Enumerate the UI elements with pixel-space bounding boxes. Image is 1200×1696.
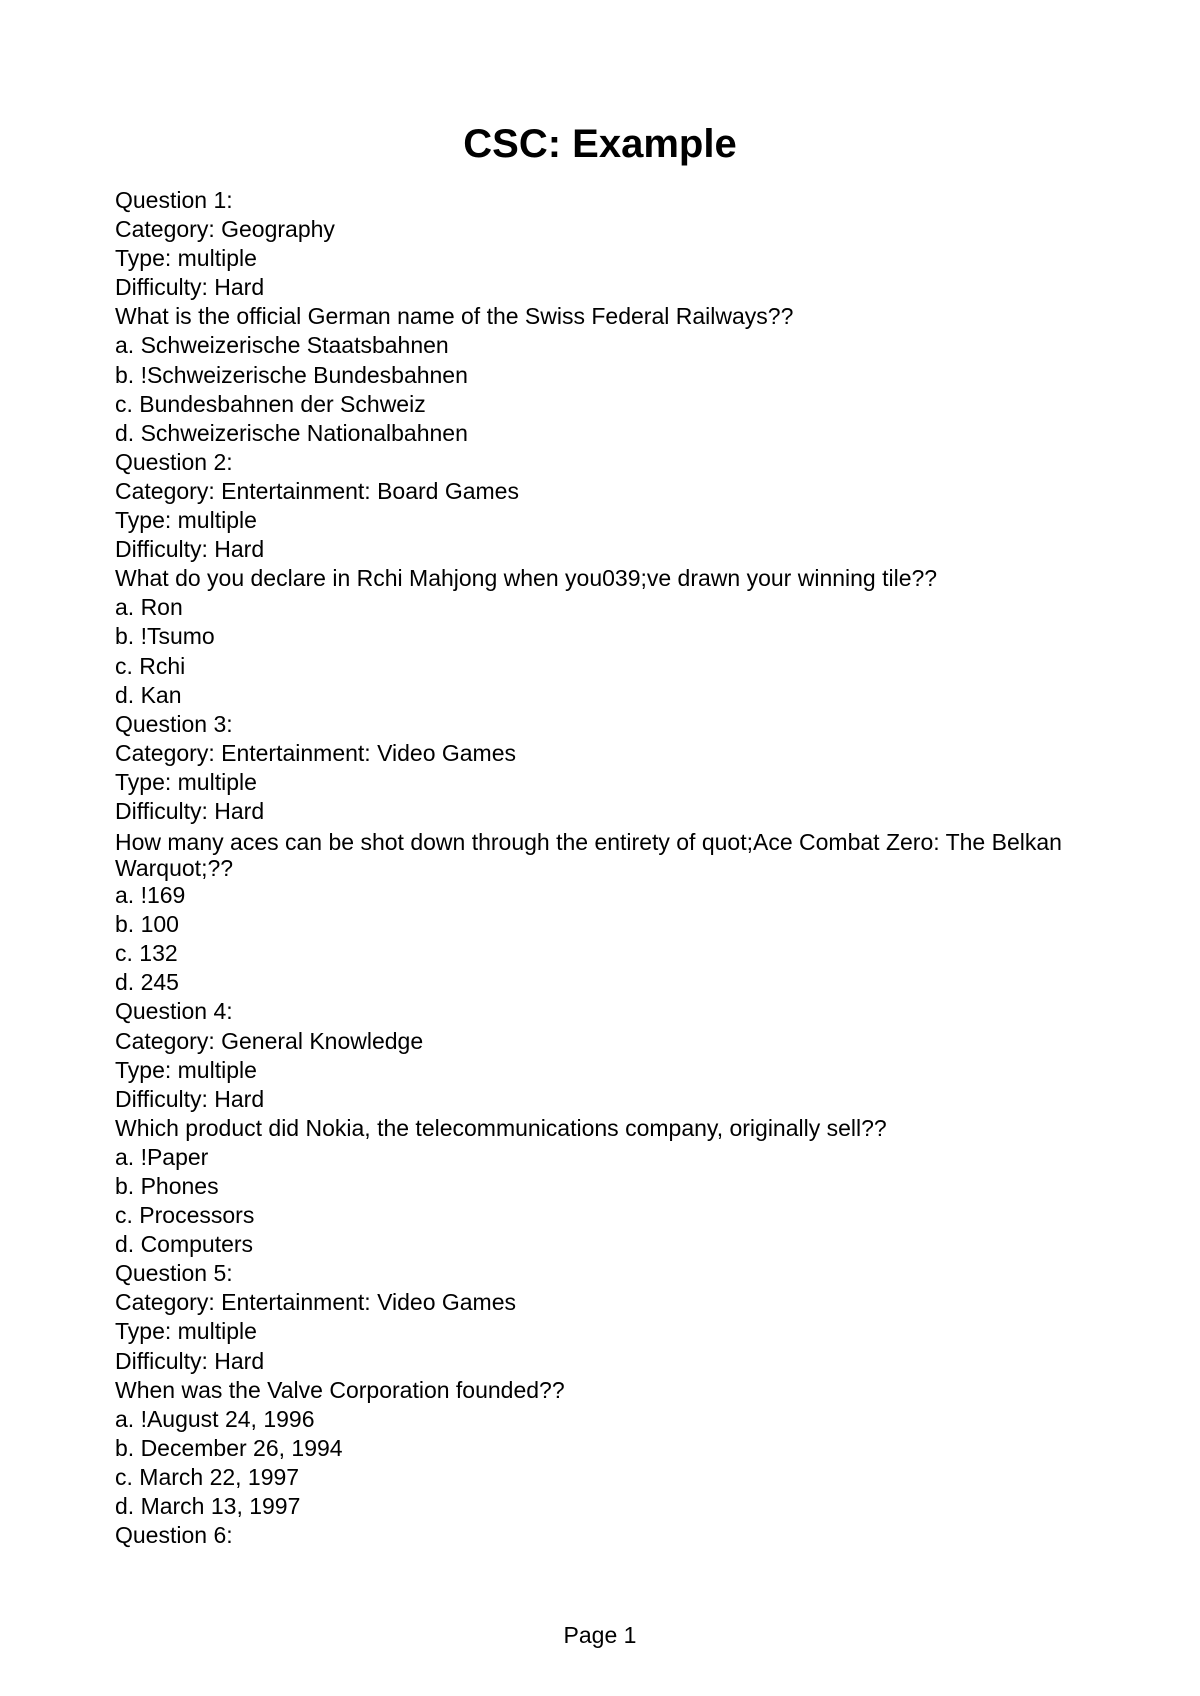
question-type: Type: multiple (115, 1056, 257, 1083)
question-difficulty: Difficulty: Hard (115, 274, 265, 301)
question-difficulty: Difficulty: Hard (115, 536, 265, 563)
question-type: Type: multiple (115, 1318, 257, 1345)
question-text: When was the Valve Corporation founded?? (115, 1376, 565, 1403)
answer-option: a. Ron (115, 594, 183, 621)
question-3 (115, 710, 1095, 998)
answer-option: d. Schweizerische Nationalbahnen (115, 419, 468, 446)
document-title: CSC: Example (463, 122, 737, 166)
answer-option: a. !169 (115, 882, 186, 909)
answer-option: b. 100 (115, 911, 179, 938)
question-category: Category: Entertainment: Video Games (115, 1289, 517, 1316)
answer-option: d. Kan (115, 681, 182, 708)
answer-option: b. !Schweizerische Bundesbahnen (115, 361, 468, 388)
answer-option: a. !August 24, 1996 (115, 1405, 315, 1432)
question-category: Category: Entertainment: Video Games (115, 739, 517, 766)
answer-option: b. December 26, 1994 (115, 1434, 343, 1461)
answer-option: c. Rchi (115, 652, 186, 679)
question-heading: Question 5: (115, 1260, 233, 1287)
question-text: What do you declare in Rchi Mahjong when you039;ve drawn your winning tile?? (115, 565, 938, 592)
answer-option: b. Phones (115, 1173, 219, 1199)
answer-option: c. Bundesbahnen der Schweiz (115, 390, 426, 417)
question-text: Which product did Nokia, the telecommunications company, originally sell?? (115, 1114, 887, 1141)
answer-option: a. Schweizerische Staatsbahnen (115, 332, 449, 359)
question-heading: Question 2: (115, 448, 233, 475)
answer-option: c. Processors (115, 1202, 255, 1229)
answer-option: c. 132 (115, 940, 178, 967)
question-heading: Question 1: (115, 187, 233, 213)
question-6 (115, 1521, 1095, 1550)
answer-option: d. March 13, 1997 (115, 1493, 301, 1520)
question-text: What is the official German name of the Swiss Federal Railways?? (115, 303, 794, 330)
question-type: Type: multiple (115, 768, 257, 795)
question-category: Category: Entertainment: Board Games (115, 477, 519, 504)
question-difficulty: Difficulty: Hard (115, 1085, 265, 1112)
question-difficulty: Difficulty: Hard (115, 797, 265, 824)
question-type: Type: multiple (115, 507, 257, 534)
page-number: Page 1 (563, 1622, 637, 1648)
answer-option: c. March 22, 1997 (115, 1463, 300, 1490)
question-category: Category: Geography (115, 216, 335, 243)
question-heading: Question 3: (115, 710, 233, 737)
answer-option: a. !Paper (115, 1143, 209, 1170)
question-4 (115, 997, 1095, 1259)
question-1 (115, 186, 1095, 448)
question-heading: Question 4: (115, 998, 233, 1025)
answer-option: d. 245 (115, 969, 179, 996)
question-2 (115, 448, 1095, 710)
question-category: Category: General Knowledge (115, 1027, 424, 1054)
question-difficulty: Difficulty: Hard (115, 1347, 265, 1374)
question-text: How many aces can be shot down through the entirety of quot;Ace Combat Zero: The Belkan Warquot;?? (115, 829, 1062, 882)
question-heading: Question 6: (115, 1522, 233, 1549)
question-list (115, 186, 1095, 1550)
question-type: Type: multiple (115, 245, 257, 272)
answer-option: d. Computers (115, 1231, 254, 1258)
question-5 (115, 1259, 1095, 1521)
answer-option: b. !Tsumo (115, 623, 215, 650)
